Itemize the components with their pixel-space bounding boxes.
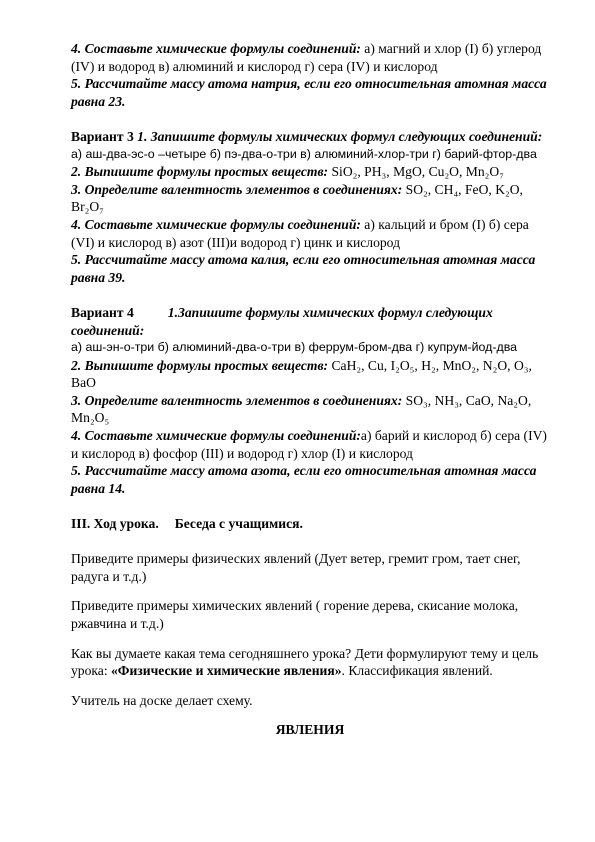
- v4-q2-label: 2. Выпишите формулы простых веществ:: [71, 357, 329, 373]
- v4-question-5: 5. Рассчитайте массу атома азота, если его относительная атомная масса равна 14.: [71, 463, 537, 496]
- v3-q3-label: 3. Определите валентность элементов в соединениях:: [71, 181, 403, 197]
- topic-tail: . Классификация явлений.: [341, 663, 493, 679]
- v2-q4-text: а) магний и хлор (I) б) углерод (IV) и водород в) алюминий и кислород г) сера (IV) и кислород: [71, 41, 542, 74]
- v3-q2-text: SiO₂, PH₃, MgO, Cu₂O, Mn₂O₇: [328, 164, 504, 180]
- spacer: [71, 533, 549, 551]
- v3-q1-label: 1. Запишите формулы химических формул следующих соединений:: [137, 128, 543, 144]
- v2-question-4: [71, 40, 549, 75]
- v4-q4-text: а) барий и кислород б) сера (IV) и кислород в) фосфор (III) и водород г) хлор (I) и кислород: [71, 428, 547, 461]
- v4-q4-label: 4. Составьте химические формулы соединений:: [71, 428, 361, 444]
- v4-question-1: [71, 304, 549, 339]
- teacher-scheme-paragraph: Учитель на доске делает схему.: [71, 692, 253, 708]
- v4-q2-text: CaH₂, Cu, I₂O₅, H₂, MnO₂, N₂O, O₃, BaO: [71, 357, 532, 391]
- spacer: [71, 680, 549, 692]
- v3-question-4: [71, 216, 549, 251]
- v4-question-3: [71, 392, 549, 427]
- lesson-section-heading: [71, 515, 549, 533]
- v4-question-2: [71, 357, 549, 392]
- v3-question-3: [71, 181, 549, 216]
- chemical-examples-paragraph: Приведите примеры химических явлений ( горение дерева, скисание молока, ржавчина и т.д.): [71, 598, 519, 631]
- phenomena-title: ЯВЛЕНИЯ: [275, 722, 345, 738]
- v3-heading: Вариант 3: [71, 128, 134, 144]
- v3-question-2: [71, 163, 549, 181]
- v2-question-5: 5. Рассчитайте массу атома натрия, если его относительная атомная масса равна 23.: [71, 76, 547, 109]
- spacer: [71, 633, 549, 645]
- spacer: [71, 110, 549, 128]
- v4-q1-label: 1.Запишите формулы химических формул следующих соединений:: [71, 304, 493, 338]
- v4-q3-label: 3. Определите валентность элементов в соединениях:: [71, 392, 403, 408]
- lesson-topic-paragraph: [71, 645, 549, 680]
- v4-question-4: [71, 427, 549, 462]
- physical-examples-paragraph: Приведите примеры физических явлений (Дует ветер, гремит гром, тает снег, радуга и т.д.): [71, 551, 521, 584]
- spacer: [71, 286, 549, 304]
- spacer: [71, 585, 549, 597]
- v4-q1-text: а) аш-эн-о-три б) алюминий-два-о-три в) феррум-бром-два г) купрум-йод-два: [71, 340, 518, 355]
- v2-q4-label: 4. Составьте химические формулы соединений:: [71, 41, 361, 56]
- v4-heading: Вариант 4: [71, 304, 134, 320]
- v3-q3-text: SO₂, CH₄, FeO, K₂O, Br₂O₇: [71, 181, 523, 215]
- v3-q4-text: а) кальций и бром (I) б) сера (VI) и кислород в) азот (III)и водород г) цинк и кислород: [71, 216, 529, 250]
- spacer: [71, 497, 549, 515]
- v3-q2-label: 2. Выпишите формулы простых веществ:: [71, 164, 329, 180]
- v3-q1-text: а) аш-два-эс-о –четыре б) пэ-два-о-три в) алюминий-хлор-три г) барий-фтор-два: [71, 146, 537, 161]
- spacer: [71, 709, 549, 721]
- section-subtitle: Беседа с учащимися.: [174, 516, 303, 532]
- section-label: III. Ход урока.: [71, 516, 159, 532]
- document-page: [71, 40, 549, 739]
- v4-q3-text: SO₃, NH₃, CaO, Na₂O, Mn₂O₅: [71, 392, 532, 426]
- topic-intro: Как вы думаете какая тема сегодняшнего урока? Дети формулируют тему и цель урока:: [71, 645, 539, 679]
- v3-question-5: 5. Рассчитайте массу атома калия, если его относительная атомная масса равна 39.: [71, 252, 536, 285]
- topic-title: «Физические и химические явления»: [111, 663, 342, 679]
- v3-question-1: [71, 128, 549, 146]
- v3-q4-label: 4. Составьте химические формулы соединений:: [71, 216, 361, 232]
